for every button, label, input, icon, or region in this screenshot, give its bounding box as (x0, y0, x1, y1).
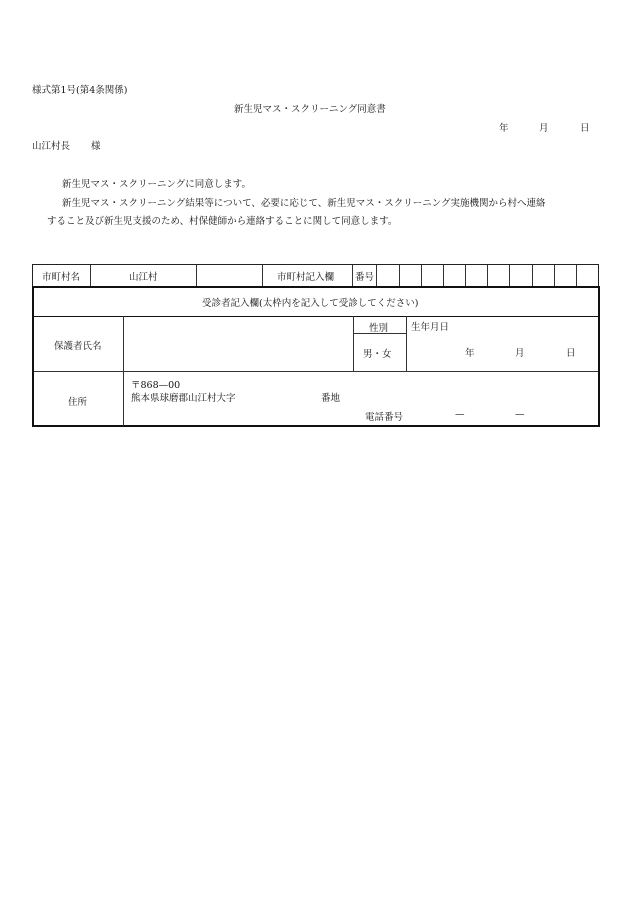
date-month: 月 (539, 123, 549, 134)
guardian-name-field[interactable] (124, 317, 352, 370)
municipal-row (32, 264, 599, 286)
sex-label: 性別 (369, 323, 389, 334)
document-title: 新生児マス・スクリーニング同意書 (234, 104, 386, 115)
number-label: 番号 (355, 272, 375, 283)
patient-entry-section (32, 286, 600, 427)
form-number: 様式第1号(第4条関係) (32, 85, 128, 96)
office-use-label: 市町村記入欄 (277, 272, 335, 283)
birth-day[interactable]: 日 (566, 348, 576, 359)
birthdate-label: 生年月日 (411, 322, 450, 333)
consent-paragraph-1: 新生児マス・スクリーニングに同意します。 (62, 179, 252, 190)
municipality-value[interactable]: 山江村 (129, 272, 158, 283)
addressee-honorific: 様 (91, 141, 101, 152)
consent-paragraph-2-line-2: すること及び新生児支援のため、村保健師から連絡することに関して同意します。 (47, 216, 398, 227)
phone-dash-2: — (515, 409, 525, 420)
phone-dash-1: — (455, 409, 465, 420)
address-field[interactable] (242, 388, 320, 402)
guardian-name-label: 保護者氏名 (54, 341, 102, 352)
birth-month[interactable]: 月 (515, 348, 525, 359)
address-prefix: 熊本県球磨郡山江村大字 (131, 393, 236, 404)
date-year: 年 (499, 123, 509, 134)
addressee: 山江村長 (32, 141, 71, 152)
number-digit-boxes[interactable] (377, 265, 598, 286)
sex-options[interactable]: 男・女 (363, 349, 392, 360)
patient-section-heading: 受診者記入欄(太枠内を記入して受診してください) (202, 298, 419, 309)
consent-paragraph-2-line-1: 新生児マス・スクリーニング結果等について、必要に応じて、新生児マス・スクリーニング実施機関から村へ連絡 (62, 198, 546, 209)
phone-label: 電話番号 (365, 412, 404, 423)
postal-code[interactable]: 〒868—00 (131, 380, 181, 391)
birth-year[interactable]: 年 (465, 348, 475, 359)
municipality-label: 市町村名 (42, 272, 81, 283)
address-label: 住所 (68, 397, 88, 408)
address-suffix: 番地 (321, 393, 341, 404)
date-day: 日 (580, 123, 590, 134)
